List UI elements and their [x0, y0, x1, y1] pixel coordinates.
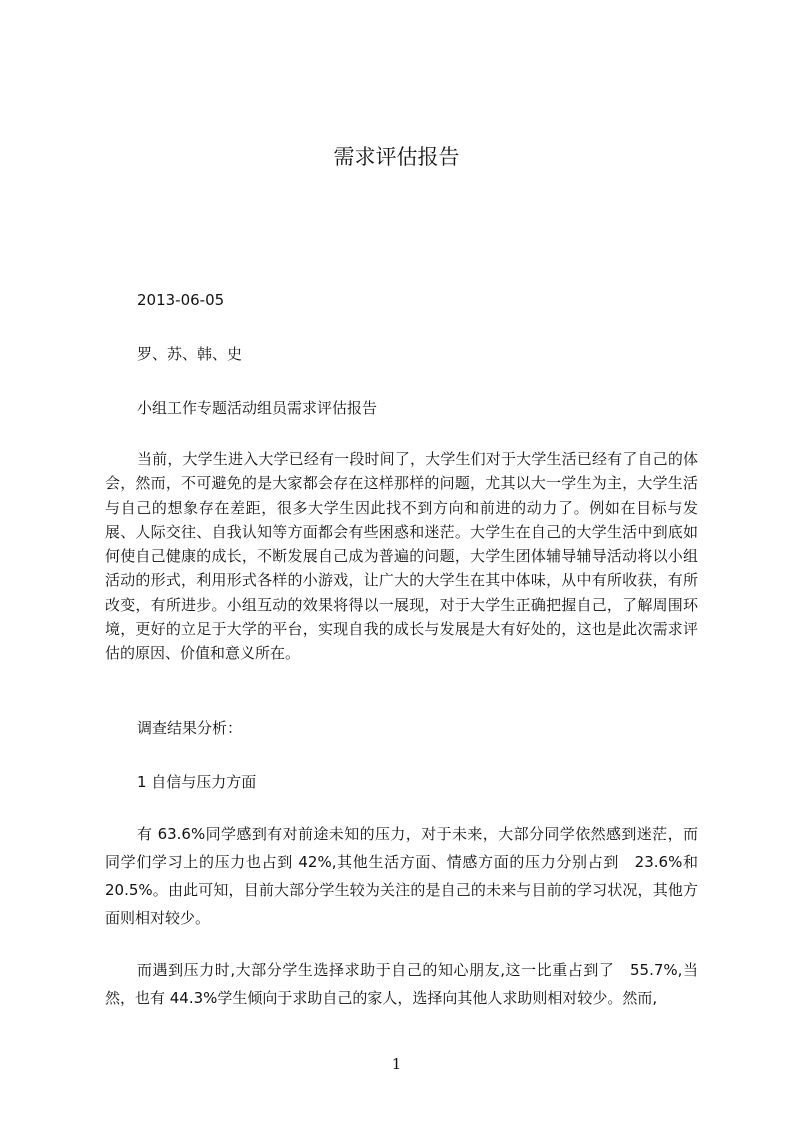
section-paragraph: 有 63.6%同学感到有对前途未知的压力，对于未来，大部分同学依然感到迷茫，而同学们学习上的压力也占到 42%,其他生活方面、情感方面的压力分别占到 23.6%和 20.5%。由此可知，目前大部分学生较为关注的是自己的未来与目前的学习状况，其他方面则相对较少。 [105, 825, 698, 927]
document-authors: 罗、苏、韩、史 [137, 345, 243, 363]
analysis-heading: 调查结果分析： [137, 719, 243, 737]
document-title: 需求评估报告 [333, 145, 460, 169]
document-subtitle: 小组工作专题活动组员需求评估报告 [137, 399, 378, 417]
document-date: 2013-06-05 [137, 291, 225, 309]
page-number: 1 [391, 1055, 402, 1073]
section-paragraph: 而遇到压力时,大部分学生选择求助于自己的知心朋友,这一比重占到了 55.7%,当然，也有 44.3%学生倾向于求助自己的家人，选择向其他人求助则相对较少。然而, [105, 961, 698, 1007]
section-heading: 1 自信与压力方面 [137, 773, 257, 791]
intro-paragraph: 当前，大学生进入大学已经有一段时间了，大学生们对于大学生活已经有了自己的体会，然而，不可避免的是大家都会存在这样那样的问题，尤其以大一学生为主，大学生活与自己的想象存在差距，很多大学生因此找不到方向和前进的动力了。例如在目标与发展、人际交往、自我认知等方面都会有些困惑和迷茫。大学生在自己的大学生活中到底如何使自己健康的成长，不断发展自己成为普遍的问题，大学生团体辅导辅导活动将以小组活动的形式，利用形式各样的小游戏，让广大的大学生在其中体味，从中有所收获，有所改变，有所进步。小组互动的效果将得以一展现，对于大学生正确把握自己，了解周围环境，更好的立足于大学的平台，实现自我的成长与发展是大有好处的，这也是此次需求评估的原因、价值和意义所在。 [105, 450, 698, 663]
